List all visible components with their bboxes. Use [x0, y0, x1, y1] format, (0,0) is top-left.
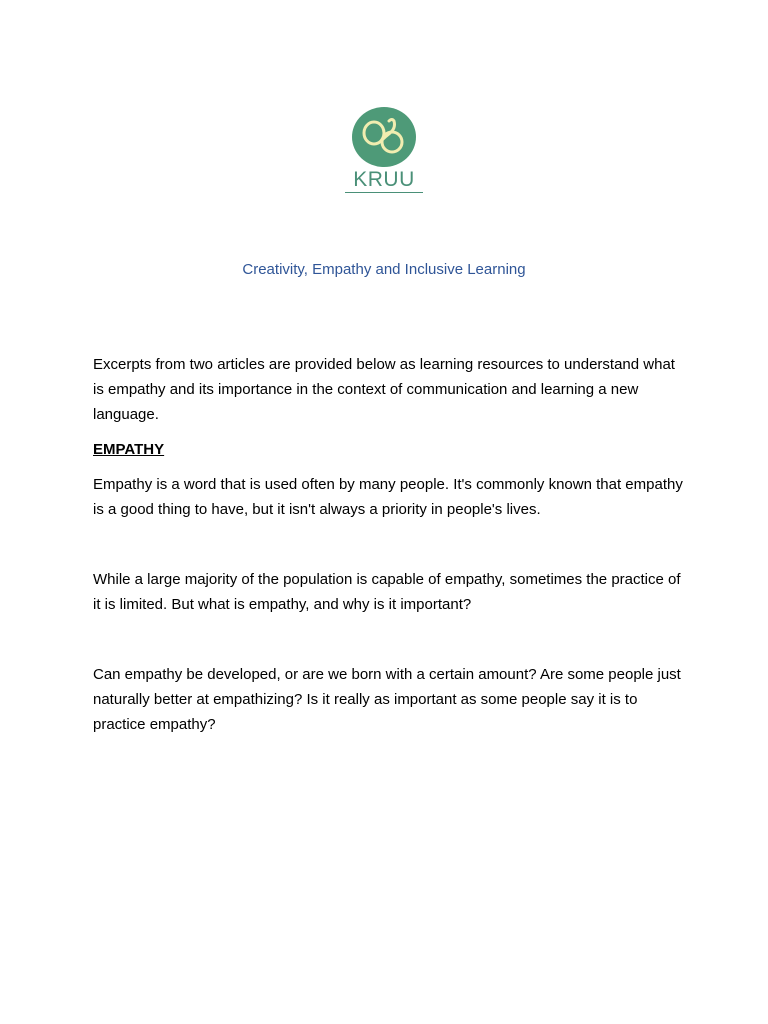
- body-paragraph: While a large majority of the population is capable of empathy, sometimes the practice of it is limited. But what is empathy, and why is it important?: [93, 571, 681, 613]
- section-heading: EMPATHY: [93, 441, 165, 458]
- intro-paragraph: Excerpts from two articles are provided below as learning resources to understand what is empathy and its importance in the context of communication and learning a new language.: [93, 356, 675, 423]
- document-title: Creativity, Empathy and Inclusive Learning: [242, 261, 526, 278]
- logo-underline: [345, 192, 423, 193]
- kruu-logo-mark-icon: [352, 106, 416, 168]
- body-paragraph: Can empathy be developed, or are we born with a certain amount? Are some people just naturally better at empathizing? Is it really as important as some people say it is to practice empathy?: [93, 666, 681, 733]
- kruu-logo-wordmark: KRUU: [353, 168, 415, 191]
- body-paragraph: Empathy is a word that is used often by many people. It's commonly known that empathy is a good thing to have, but it isn't always a priority in people's lives.: [93, 476, 683, 518]
- kruu-logo: [344, 106, 424, 196]
